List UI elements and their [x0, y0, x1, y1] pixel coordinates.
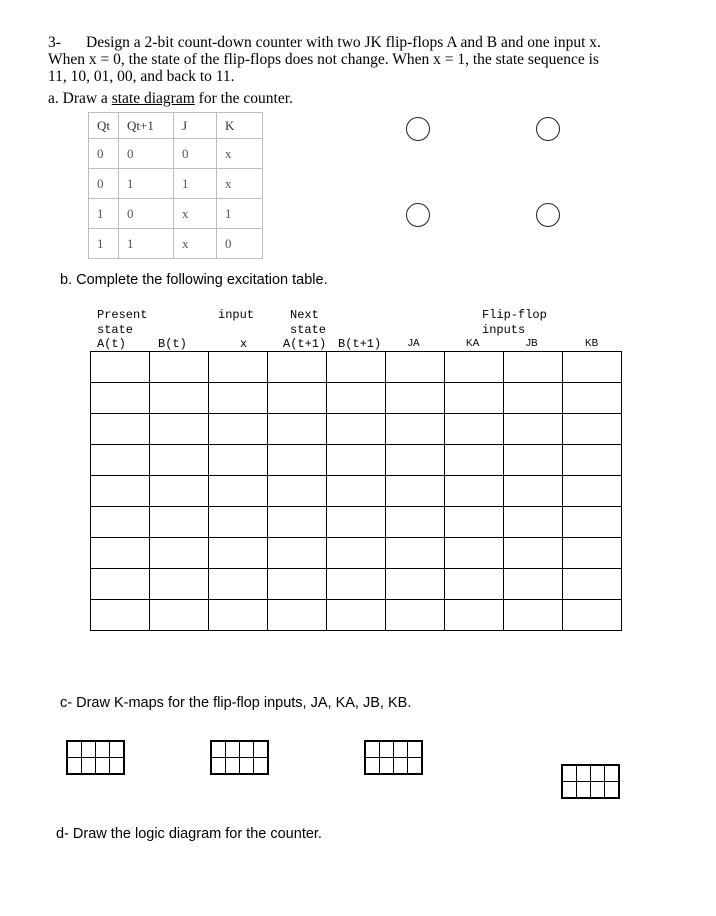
- excitation-row: [91, 352, 622, 383]
- excitation-cell[interactable]: [563, 414, 622, 445]
- excitation-cell[interactable]: [268, 383, 327, 414]
- excitation-cell[interactable]: [268, 507, 327, 538]
- excitation-cell[interactable]: [386, 600, 445, 631]
- kmap-cell[interactable]: [591, 782, 605, 799]
- excitation-cell[interactable]: [445, 476, 504, 507]
- excitation-cell[interactable]: [327, 414, 386, 445]
- excitation-cell[interactable]: [268, 445, 327, 476]
- kmap-jb: [364, 740, 423, 775]
- excitation-cell[interactable]: [150, 507, 209, 538]
- kmap-ka: [210, 740, 269, 775]
- excitation-cell[interactable]: [327, 476, 386, 507]
- kmap-row: [211, 758, 268, 775]
- excitation-cell[interactable]: [150, 445, 209, 476]
- jk-cell: 0: [89, 169, 119, 199]
- state-circle: [406, 203, 430, 227]
- part-a-heading: [48, 90, 293, 108]
- excitation-cell[interactable]: [209, 507, 268, 538]
- excitation-cell[interactable]: [504, 352, 563, 383]
- excitation-table: [90, 351, 622, 631]
- excitation-cell[interactable]: [150, 414, 209, 445]
- excitation-cell[interactable]: [445, 445, 504, 476]
- excitation-cell[interactable]: [268, 414, 327, 445]
- kmap-row: [365, 741, 422, 758]
- kmap-cell[interactable]: [577, 782, 591, 799]
- kmap-cell[interactable]: [380, 758, 394, 775]
- kmap-cell[interactable]: [110, 758, 125, 775]
- excitation-cell[interactable]: [445, 600, 504, 631]
- excitation-cell[interactable]: [150, 538, 209, 569]
- excitation-cell[interactable]: [563, 507, 622, 538]
- excitation-cell[interactable]: [150, 383, 209, 414]
- header-flip-flop: Flip-flop: [482, 308, 547, 322]
- excitation-row: [91, 383, 622, 414]
- kmap-cell[interactable]: [96, 758, 110, 775]
- part-c-heading: c- Draw K-maps for the flip-flop inputs, JA, KA, JB, KB.: [60, 695, 412, 711]
- kmap-cell[interactable]: [67, 741, 82, 758]
- kmap-cell[interactable]: [226, 741, 240, 758]
- jk-cell: 0: [89, 139, 119, 169]
- jk-cell: 1: [119, 229, 174, 259]
- kmap-row: [211, 741, 268, 758]
- excitation-cell[interactable]: [209, 445, 268, 476]
- header-jb: JB: [526, 338, 538, 349]
- excitation-cell[interactable]: [150, 352, 209, 383]
- excitation-cell[interactable]: [209, 476, 268, 507]
- header-state-1: state: [97, 323, 134, 337]
- kmap-cell[interactable]: [562, 765, 577, 782]
- excitation-row: [91, 507, 622, 538]
- jk-header-cell: K: [217, 113, 263, 139]
- jk-cell: x: [174, 199, 217, 229]
- jk-cell: 1: [119, 169, 174, 199]
- excitation-cell[interactable]: [209, 352, 268, 383]
- excitation-row: [91, 445, 622, 476]
- part-a-suffix: for the counter.: [194, 90, 293, 107]
- excitation-cell[interactable]: [150, 600, 209, 631]
- excitation-cell[interactable]: [386, 476, 445, 507]
- header-next: Next: [290, 308, 319, 322]
- kmap-cell[interactable]: [365, 741, 380, 758]
- jk-cell: 1: [174, 169, 217, 199]
- jk-header-cell: J: [174, 113, 217, 139]
- jk-table-row: [89, 139, 263, 169]
- jk-header-cell: Qt+1: [119, 113, 174, 139]
- excitation-cell[interactable]: [91, 600, 150, 631]
- excitation-cell[interactable]: [327, 538, 386, 569]
- excitation-cell[interactable]: [91, 538, 150, 569]
- header-a-t1: A(t+1): [283, 337, 327, 351]
- problem-number: 3-: [48, 34, 61, 51]
- header-x: x: [240, 337, 248, 351]
- state-circle: [536, 117, 560, 141]
- header-kb: KB: [585, 338, 599, 349]
- kmap-cell[interactable]: [365, 758, 380, 775]
- kmap-cell[interactable]: [226, 758, 240, 775]
- jk-header-cell: Qt: [89, 113, 119, 139]
- excitation-cell[interactable]: [386, 569, 445, 600]
- excitation-cell[interactable]: [563, 569, 622, 600]
- kmap-cell[interactable]: [591, 765, 605, 782]
- kmap-cell[interactable]: [408, 741, 423, 758]
- kmap-cell[interactable]: [211, 741, 226, 758]
- excitation-cell[interactable]: [91, 445, 150, 476]
- kmap-cell[interactable]: [240, 741, 254, 758]
- kmap-cell[interactable]: [67, 758, 82, 775]
- excitation-cell[interactable]: [209, 600, 268, 631]
- excitation-cell[interactable]: [504, 569, 563, 600]
- kmap-cell[interactable]: [82, 741, 96, 758]
- jk-table-header: [89, 113, 263, 139]
- kmap-row: [67, 758, 124, 775]
- kmap-cell[interactable]: [577, 765, 591, 782]
- excitation-cell[interactable]: [327, 352, 386, 383]
- kmap-cell[interactable]: [394, 758, 408, 775]
- excitation-cell[interactable]: [563, 600, 622, 631]
- kmap-row: [365, 758, 422, 775]
- excitation-cell[interactable]: [91, 352, 150, 383]
- jk-table-row: [89, 169, 263, 199]
- header-present: Present: [97, 308, 148, 322]
- kmap-cell[interactable]: [605, 765, 620, 782]
- state-circle: [536, 203, 560, 227]
- header-input: input: [218, 308, 255, 322]
- excitation-cell[interactable]: [327, 445, 386, 476]
- excitation-cell[interactable]: [327, 569, 386, 600]
- jk-cell: x: [174, 229, 217, 259]
- excitation-cell[interactable]: [268, 538, 327, 569]
- excitation-cell[interactable]: [504, 445, 563, 476]
- excitation-cell[interactable]: [209, 414, 268, 445]
- part-d-heading: d- Draw the logic diagram for the counter.: [56, 826, 322, 842]
- excitation-cell[interactable]: [445, 414, 504, 445]
- jk-cell: 0: [217, 229, 263, 259]
- header-b-t1: B(t+1): [338, 337, 382, 351]
- kmap-row: [562, 782, 619, 799]
- excitation-cell[interactable]: [268, 569, 327, 600]
- excitation-cell[interactable]: [445, 352, 504, 383]
- excitation-cell[interactable]: [327, 600, 386, 631]
- excitation-cell[interactable]: [209, 569, 268, 600]
- excitation-cell[interactable]: [386, 445, 445, 476]
- excitation-row: [91, 476, 622, 507]
- excitation-cell[interactable]: [386, 414, 445, 445]
- excitation-cell[interactable]: [150, 569, 209, 600]
- excitation-cell[interactable]: [91, 507, 150, 538]
- kmap-kb: [561, 764, 620, 799]
- kmap-cell[interactable]: [96, 741, 110, 758]
- part-b-heading: b. Complete the following excitation table.: [60, 272, 328, 288]
- state-circle: [406, 117, 430, 141]
- excitation-cell[interactable]: [504, 507, 563, 538]
- excitation-cell[interactable]: [91, 476, 150, 507]
- jk-table: [88, 112, 263, 259]
- excitation-cell[interactable]: [504, 538, 563, 569]
- jk-table-row: [89, 199, 263, 229]
- excitation-cell[interactable]: [91, 414, 150, 445]
- kmap-cell[interactable]: [408, 758, 423, 775]
- excitation-cell[interactable]: [563, 538, 622, 569]
- kmap-cell[interactable]: [211, 758, 226, 775]
- excitation-row: [91, 414, 622, 445]
- excitation-cell[interactable]: [445, 507, 504, 538]
- excitation-cell[interactable]: [563, 383, 622, 414]
- excitation-cell[interactable]: [563, 352, 622, 383]
- kmap-cell[interactable]: [240, 758, 254, 775]
- excitation-cell[interactable]: [268, 600, 327, 631]
- problem-line-1: Design a 2-bit count-down counter with two JK flip-flops A and B and one input x.: [86, 34, 601, 51]
- excitation-cell[interactable]: [91, 383, 150, 414]
- kmap-cell[interactable]: [562, 782, 577, 799]
- kmap-cell[interactable]: [380, 741, 394, 758]
- header-a-t: A(t): [97, 337, 126, 351]
- problem-statement: [48, 34, 668, 85]
- excitation-cell[interactable]: [504, 383, 563, 414]
- excitation-cell[interactable]: [386, 507, 445, 538]
- header-ja: JA: [408, 338, 420, 349]
- jk-cell: x: [217, 169, 263, 199]
- excitation-cell[interactable]: [445, 538, 504, 569]
- excitation-cell[interactable]: [504, 476, 563, 507]
- excitation-cell[interactable]: [504, 414, 563, 445]
- excitation-row: [91, 600, 622, 631]
- jk-cell: 0: [119, 199, 174, 229]
- header-ka: KA: [466, 338, 480, 349]
- header-b-t: B(t): [158, 337, 187, 351]
- jk-cell: 1: [89, 199, 119, 229]
- kmap-cell[interactable]: [394, 741, 408, 758]
- problem-line-3: 11, 10, 01, 00, and back to 11.: [48, 68, 235, 85]
- jk-cell: 1: [217, 199, 263, 229]
- excitation-cell[interactable]: [268, 352, 327, 383]
- kmap-cell[interactable]: [605, 782, 620, 799]
- excitation-cell[interactable]: [563, 476, 622, 507]
- jk-cell: 1: [89, 229, 119, 259]
- excitation-cell[interactable]: [327, 383, 386, 414]
- jk-table-row: [89, 229, 263, 259]
- excitation-cell[interactable]: [209, 383, 268, 414]
- excitation-cell[interactable]: [150, 476, 209, 507]
- header-inputs: inputs: [482, 323, 526, 337]
- kmap-cell[interactable]: [110, 741, 125, 758]
- excitation-row: [91, 538, 622, 569]
- kmap-cell[interactable]: [254, 758, 269, 775]
- problem-line-2: When x = 0, the state of the flip-flops does not change. When x = 1, the state sequence is: [48, 51, 599, 68]
- kmap-row: [562, 765, 619, 782]
- excitation-cell[interactable]: [327, 507, 386, 538]
- kmap-ja: [66, 740, 125, 775]
- header-state-2: state: [290, 323, 327, 337]
- jk-cell: 0: [119, 139, 174, 169]
- excitation-cell[interactable]: [445, 383, 504, 414]
- part-a-underlined: state diagram: [111, 90, 195, 107]
- excitation-cell[interactable]: [386, 352, 445, 383]
- excitation-cell[interactable]: [504, 600, 563, 631]
- excitation-cell[interactable]: [563, 445, 622, 476]
- kmap-cell[interactable]: [254, 741, 269, 758]
- jk-cell: 0: [174, 139, 217, 169]
- excitation-cell[interactable]: [209, 538, 268, 569]
- jk-cell: x: [217, 139, 263, 169]
- excitation-row: [91, 569, 622, 600]
- excitation-cell[interactable]: [268, 476, 327, 507]
- part-a-prefix: a. Draw a: [48, 90, 112, 107]
- excitation-cell[interactable]: [445, 569, 504, 600]
- kmap-cell[interactable]: [82, 758, 96, 775]
- excitation-cell[interactable]: [386, 538, 445, 569]
- excitation-cell[interactable]: [91, 569, 150, 600]
- excitation-cell[interactable]: [386, 383, 445, 414]
- kmap-row: [67, 741, 124, 758]
